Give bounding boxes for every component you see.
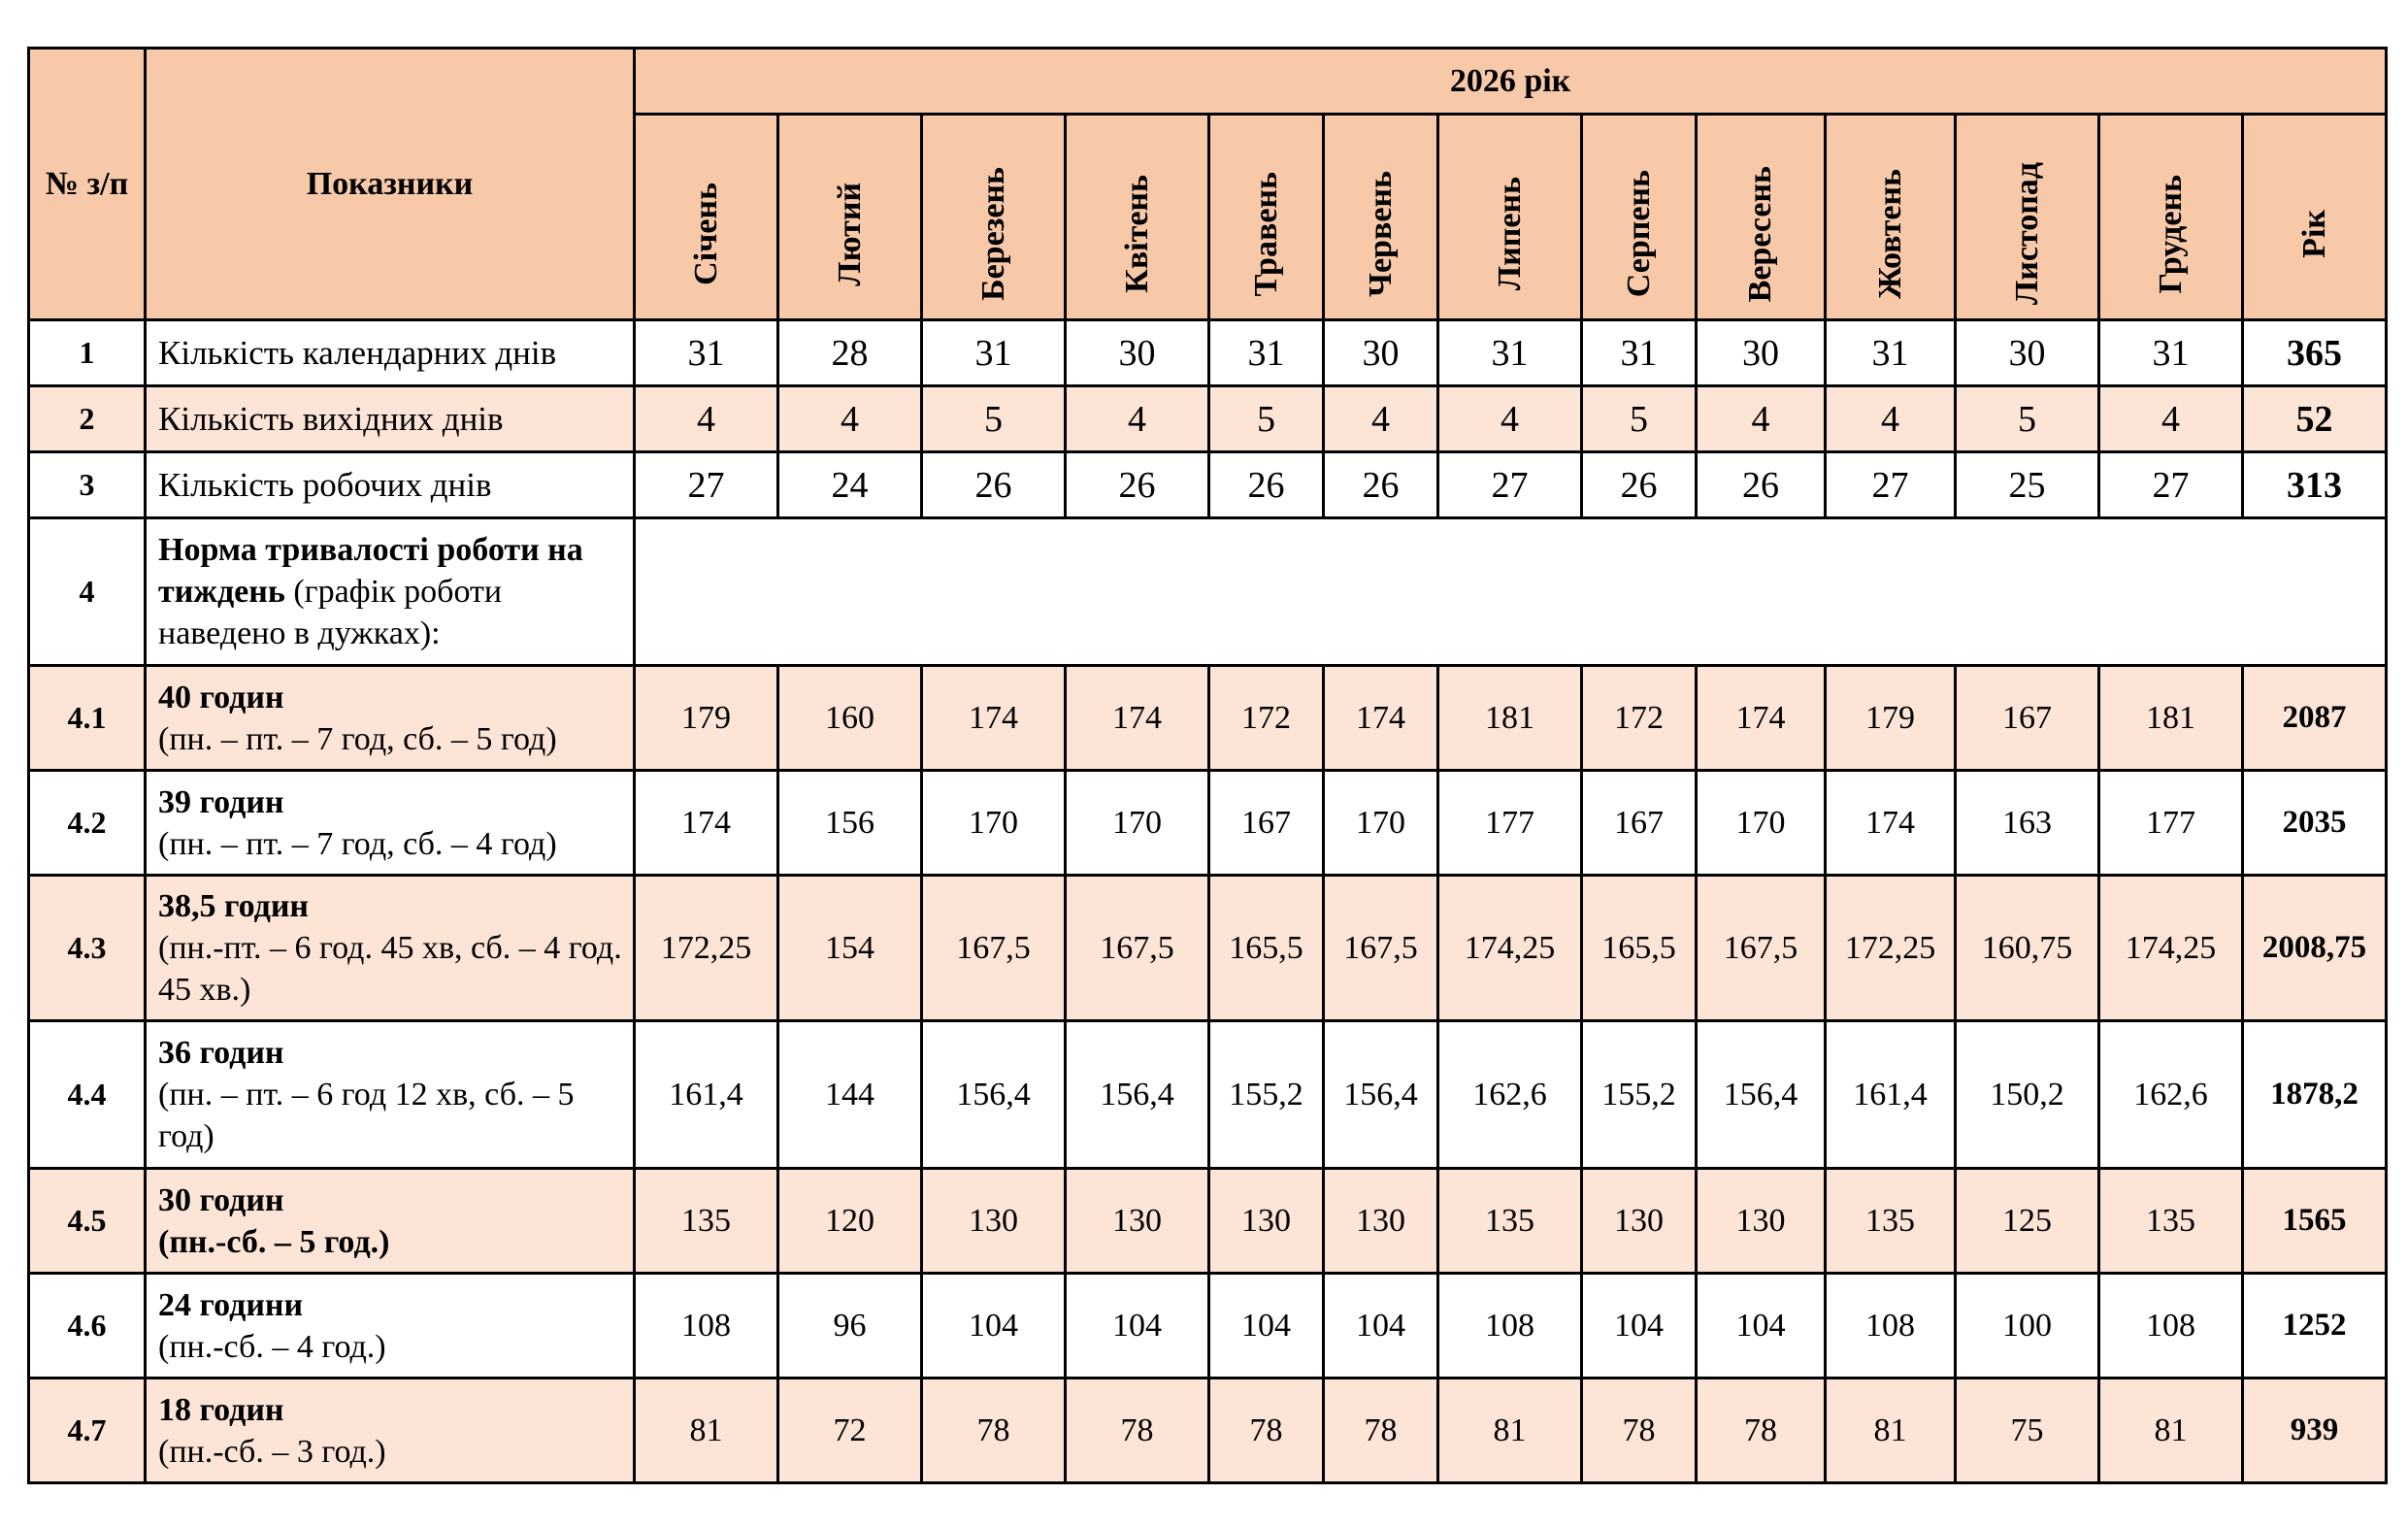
month-value: 155,2 <box>1209 1021 1324 1169</box>
month-value: 167,5 <box>1324 876 1438 1021</box>
month-value: 31 <box>922 320 1066 386</box>
month-value: 26 <box>1324 452 1438 518</box>
schedule-title: 30 годин <box>158 1181 284 1218</box>
year-total: 365 <box>2243 320 2387 386</box>
month-value: 30 <box>1697 320 1826 386</box>
month-value: 170 <box>922 771 1066 876</box>
month-header <box>1826 115 1956 320</box>
year-total: 939 <box>2243 1379 2387 1483</box>
month-value: 177 <box>2099 771 2243 876</box>
schedule-desc: (пн.-пт. – 6 год. 45 хв, сб. – 4 год. 45 хв.) <box>158 930 622 1008</box>
month-value: 156,4 <box>922 1021 1066 1169</box>
month-value: 4 <box>1324 386 1438 452</box>
month-value: 104 <box>1209 1274 1324 1379</box>
row-label: Кількість календарних днів <box>146 320 635 386</box>
month-value: 104 <box>1066 1274 1209 1379</box>
table-row <box>29 1379 2387 1483</box>
month-value: 27 <box>635 452 778 518</box>
month-value: 174,25 <box>2099 876 2243 1021</box>
month-value: 130 <box>1697 1169 1826 1274</box>
month-value: 135 <box>635 1169 778 1274</box>
month-value: 150,2 <box>1956 1021 2099 1169</box>
month-value: 78 <box>1697 1379 1826 1483</box>
month-value: 170 <box>1324 771 1438 876</box>
year-total: 1252 <box>2243 1274 2387 1379</box>
month-header-label: Червень <box>1362 171 1399 297</box>
month-value: 26 <box>922 452 1066 518</box>
schedule-title: 36 годин <box>158 1035 284 1071</box>
month-value: 179 <box>635 666 778 771</box>
row-number: 4.2 <box>29 771 146 876</box>
month-value: 27 <box>1826 452 1956 518</box>
month-value: 26 <box>1697 452 1826 518</box>
row-label <box>146 1169 635 1274</box>
month-value: 31 <box>2099 320 2243 386</box>
month-value: 144 <box>778 1021 922 1169</box>
norm-desc: (графік роботи наведено в дужках): <box>158 574 503 651</box>
month-value: 174 <box>1324 666 1438 771</box>
month-value: 174 <box>1826 771 1956 876</box>
month-value: 31 <box>1438 320 1582 386</box>
month-header <box>778 115 922 320</box>
month-value: 28 <box>778 320 922 386</box>
row-label <box>146 771 635 876</box>
month-value: 5 <box>1209 386 1324 452</box>
month-value: 167 <box>1582 771 1697 876</box>
month-header <box>1438 115 1582 320</box>
month-value: 167,5 <box>1066 876 1209 1021</box>
month-value: 104 <box>1324 1274 1438 1379</box>
month-value: 135 <box>1438 1169 1582 1274</box>
row-label <box>146 1274 635 1379</box>
month-value: 24 <box>778 452 922 518</box>
row-number: 4.1 <box>29 666 146 771</box>
month-value: 30 <box>1066 320 1209 386</box>
month-value: 125 <box>1956 1169 2099 1274</box>
month-value: 31 <box>1582 320 1697 386</box>
month-value: 26 <box>1209 452 1324 518</box>
empty-cell <box>635 518 2387 666</box>
month-value: 130 <box>1324 1169 1438 1274</box>
month-value: 156,4 <box>1324 1021 1438 1169</box>
month-header-label: Жовтень <box>1871 168 1908 300</box>
month-header-label: Серпень <box>1620 170 1657 298</box>
month-value: 100 <box>1956 1274 2099 1379</box>
month-header <box>1209 115 1324 320</box>
month-value: 75 <box>1956 1379 2099 1483</box>
schedule-desc: (пн. – пт. – 6 год 12 хв, сб. – 5 год) <box>158 1077 575 1154</box>
month-value: 174 <box>1066 666 1209 771</box>
row-number: 4.5 <box>29 1169 146 1274</box>
row-number: 3 <box>29 452 146 518</box>
month-value: 5 <box>922 386 1066 452</box>
table-row <box>29 876 2387 1021</box>
month-value: 167,5 <box>1697 876 1826 1021</box>
schedule-title: 18 годин <box>158 1391 284 1428</box>
month-value: 31 <box>635 320 778 386</box>
table-row <box>29 666 2387 771</box>
month-value: 4 <box>2099 386 2243 452</box>
month-value: 161,4 <box>635 1021 778 1169</box>
month-value: 165,5 <box>1209 876 1324 1021</box>
month-value: 160 <box>778 666 922 771</box>
month-value: 78 <box>1209 1379 1324 1483</box>
month-value: 179 <box>1826 666 1956 771</box>
month-value: 81 <box>635 1379 778 1483</box>
month-value: 4 <box>1438 386 1582 452</box>
year-total: 2087 <box>2243 666 2387 771</box>
month-header-label: Грудень <box>2152 174 2189 294</box>
month-header-label: Травень <box>1247 171 1284 297</box>
month-value: 170 <box>1066 771 1209 876</box>
row-label: Кількість вихідних днів <box>146 386 635 452</box>
month-value: 5 <box>1582 386 1697 452</box>
num-header: № з/п <box>29 49 146 320</box>
row-label <box>146 666 635 771</box>
row-label <box>146 876 635 1021</box>
table-row <box>29 320 2387 386</box>
month-value: 81 <box>2099 1379 2243 1483</box>
month-header-label: Листопад <box>2008 162 2045 306</box>
schedule-desc: (пн. – пт. – 7 год, сб. – 4 год) <box>158 825 557 862</box>
month-value: 27 <box>1438 452 1582 518</box>
row-label <box>146 518 635 666</box>
table-row <box>29 771 2387 876</box>
month-value: 72 <box>778 1379 922 1483</box>
month-value: 167 <box>1956 666 2099 771</box>
month-value: 172 <box>1209 666 1324 771</box>
table-row-norm <box>29 518 2387 666</box>
month-header-label: Березень <box>974 167 1011 301</box>
schedule-desc: (пн.-сб. – 4 год.) <box>158 1328 386 1365</box>
month-value: 4 <box>1697 386 1826 452</box>
month-value: 135 <box>2099 1169 2243 1274</box>
month-value: 161,4 <box>1826 1021 1956 1169</box>
month-value: 108 <box>1826 1274 1956 1379</box>
month-value: 108 <box>635 1274 778 1379</box>
month-header-label: Квітень <box>1118 175 1155 293</box>
row-number: 4.4 <box>29 1021 146 1169</box>
month-value: 4 <box>1066 386 1209 452</box>
year-title: 2026 рік <box>635 49 2387 115</box>
month-header <box>922 115 1066 320</box>
month-value: 78 <box>1324 1379 1438 1483</box>
schedule-title: 24 години <box>158 1286 304 1323</box>
month-value: 26 <box>1582 452 1697 518</box>
month-value: 156,4 <box>1066 1021 1209 1169</box>
month-value: 108 <box>2099 1274 2243 1379</box>
row-number: 2 <box>29 386 146 452</box>
month-value: 155,2 <box>1582 1021 1697 1169</box>
working-hours-table <box>27 47 2388 1484</box>
row-label <box>146 1021 635 1169</box>
month-value: 104 <box>1582 1274 1697 1379</box>
month-value: 31 <box>1826 320 1956 386</box>
schedule-title: 39 годин <box>158 783 284 820</box>
month-value: 26 <box>1066 452 1209 518</box>
month-header-label: Вересень <box>1742 165 1778 303</box>
row-label <box>146 1379 635 1483</box>
month-value: 4 <box>1826 386 1956 452</box>
schedule-title: 38,5 годин <box>158 888 309 924</box>
month-value: 172 <box>1582 666 1697 771</box>
month-value: 160,75 <box>1956 876 2099 1021</box>
month-value: 108 <box>1438 1274 1582 1379</box>
month-value: 165,5 <box>1582 876 1697 1021</box>
year-total: 2035 <box>2243 771 2387 876</box>
month-value: 154 <box>778 876 922 1021</box>
month-header <box>635 115 778 320</box>
month-value: 172,25 <box>1826 876 1956 1021</box>
month-value: 4 <box>778 386 922 452</box>
schedule-title: 40 годин <box>158 679 284 715</box>
month-header <box>1066 115 1209 320</box>
month-value: 27 <box>2099 452 2243 518</box>
schedule-desc: (пн.-сб. – 5 год.) <box>158 1223 390 1260</box>
month-value: 81 <box>1826 1379 1956 1483</box>
month-value: 78 <box>922 1379 1066 1483</box>
year-total-header <box>2243 115 2387 320</box>
year-total: 1565 <box>2243 1169 2387 1274</box>
month-value: 135 <box>1826 1169 1956 1274</box>
month-value: 181 <box>2099 666 2243 771</box>
norm-title: Норма тривалості роботи на тиждень <box>158 532 583 610</box>
row-number: 4.3 <box>29 876 146 1021</box>
month-value: 104 <box>922 1274 1066 1379</box>
year-total: 2008,75 <box>2243 876 2387 1021</box>
month-value: 30 <box>1324 320 1438 386</box>
month-value: 78 <box>1066 1379 1209 1483</box>
month-value: 96 <box>778 1274 922 1379</box>
month-value: 130 <box>1582 1169 1697 1274</box>
month-value: 174 <box>635 771 778 876</box>
month-value: 167,5 <box>922 876 1066 1021</box>
month-value: 174 <box>1697 666 1826 771</box>
month-value: 30 <box>1956 320 2099 386</box>
row-number: 1 <box>29 320 146 386</box>
table-row <box>29 1021 2387 1169</box>
month-header-label: Липень <box>1491 177 1528 291</box>
month-value: 162,6 <box>1438 1021 1582 1169</box>
month-value: 130 <box>1066 1169 1209 1274</box>
month-value: 25 <box>1956 452 2099 518</box>
month-value: 120 <box>778 1169 922 1274</box>
month-header <box>1324 115 1438 320</box>
row-number: 4.7 <box>29 1379 146 1483</box>
month-header-label: Січень <box>687 183 724 285</box>
indicator-header: Показники <box>146 49 635 320</box>
month-header <box>1956 115 2099 320</box>
month-value: 177 <box>1438 771 1582 876</box>
table-row <box>29 452 2387 518</box>
month-value: 104 <box>1697 1274 1826 1379</box>
month-value: 130 <box>1209 1169 1324 1274</box>
table-row <box>29 1169 2387 1274</box>
month-value: 156 <box>778 771 922 876</box>
month-value: 156,4 <box>1697 1021 1826 1169</box>
month-value: 78 <box>1582 1379 1697 1483</box>
month-header <box>1582 115 1697 320</box>
month-value: 174,25 <box>1438 876 1582 1021</box>
row-label: Кількість робочих днів <box>146 452 635 518</box>
month-header-label: Лютий <box>831 182 868 286</box>
schedule-desc: (пн. – пт. – 7 год, сб. – 5 год) <box>158 720 557 757</box>
month-header <box>2099 115 2243 320</box>
year-total: 1878,2 <box>2243 1021 2387 1169</box>
month-value: 4 <box>635 386 778 452</box>
year-total-header-label: Рік <box>2295 210 2332 258</box>
month-value: 81 <box>1438 1379 1582 1483</box>
month-header <box>1697 115 1826 320</box>
row-number: 4 <box>29 518 146 666</box>
schedule-desc: (пн.-сб. – 3 год.) <box>158 1433 386 1470</box>
month-value: 162,6 <box>2099 1021 2243 1169</box>
month-value: 130 <box>922 1169 1066 1274</box>
table-row <box>29 1274 2387 1379</box>
month-value: 163 <box>1956 771 2099 876</box>
month-value: 181 <box>1438 666 1582 771</box>
row-number: 4.6 <box>29 1274 146 1379</box>
month-value: 172,25 <box>635 876 778 1021</box>
month-value: 5 <box>1956 386 2099 452</box>
month-value: 170 <box>1697 771 1826 876</box>
month-value: 167 <box>1209 771 1324 876</box>
month-value: 174 <box>922 666 1066 771</box>
table-body <box>29 320 2387 1483</box>
table-row <box>29 386 2387 452</box>
year-total: 52 <box>2243 386 2387 452</box>
year-total: 313 <box>2243 452 2387 518</box>
month-value: 31 <box>1209 320 1324 386</box>
